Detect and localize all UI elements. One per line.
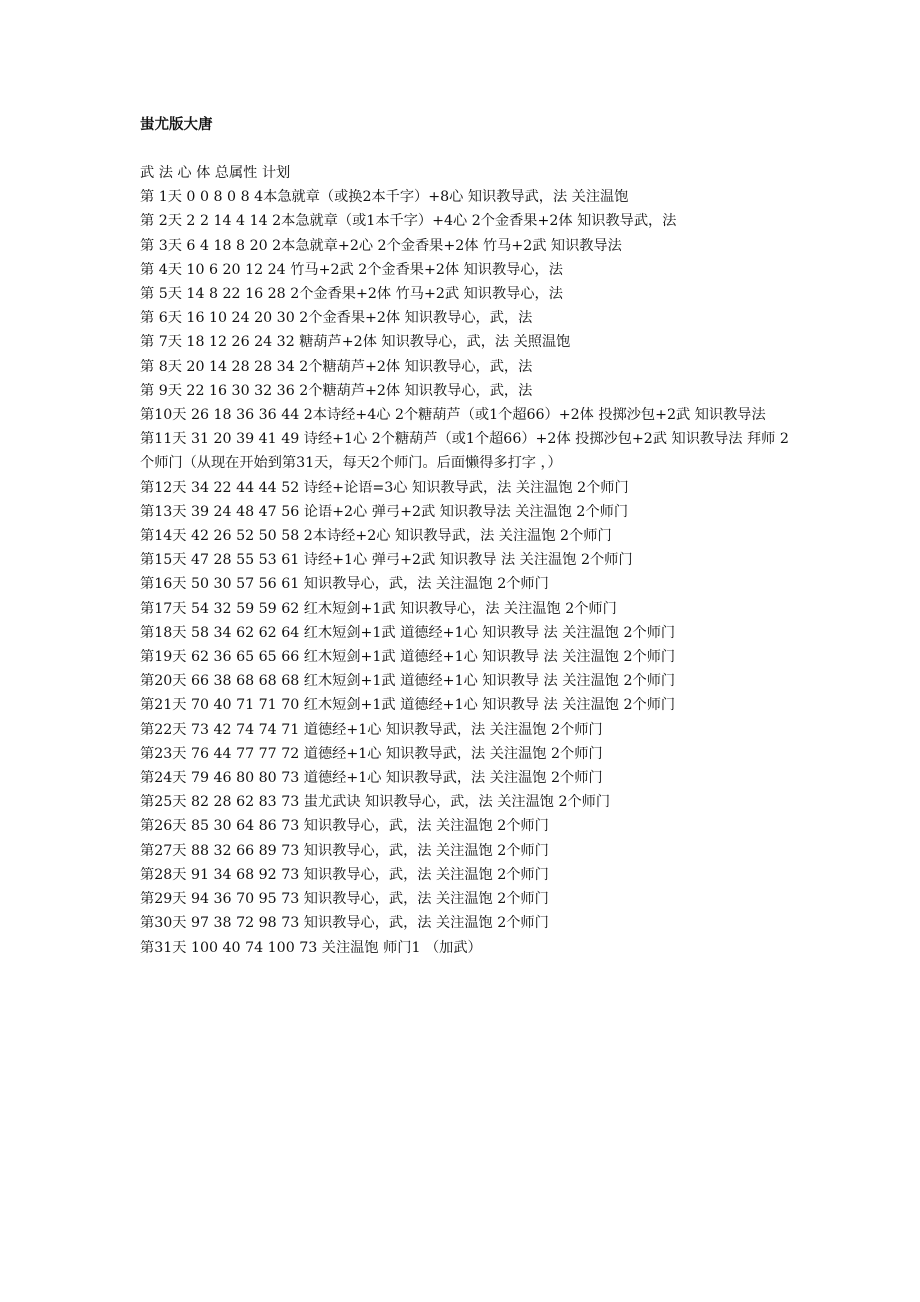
plan-line-day-4: 第 4天 10 6 20 12 24 竹马+2武 2个金香果+2体 知识教导心，法	[140, 261, 563, 278]
plan-line-day-26: 第26天 85 30 64 86 73 知识教导心，武，法 关注温饱 2个师门	[140, 818, 549, 835]
plan-line-day-8: 第 8天 20 14 28 28 34 2个糖葫芦+2体 知识教导心，武，法	[140, 358, 533, 375]
plan-line-day-18: 第18天 58 34 62 62 64 红木短剑+1武 道德经+1心 知识教导 法 关注温饱 2个师门	[140, 624, 676, 641]
plan-line-day-15: 第15天 47 28 55 53 61 诗经+1心 弹弓+2武 知识教导 法 关注温饱 2个师门	[140, 552, 633, 569]
plan-line-day-7: 第 7天 18 12 26 24 32 糖葫芦+2体 知识教导心，武，法 关照温饱	[140, 334, 571, 351]
plan-line-day-11: 第11天 31 20 39 41 49 诗经+1心 2个糖葫芦（或1个超66）+2体 投掷沙包+2武 知识教导法 拜师 2个师门（从现在开始到第31天，每天2个师门。后面懒得多打字 ，）	[140, 431, 789, 472]
plan-line-day-21: 第21天 70 40 71 71 70 红木短剑+1武 道德经+1心 知识教导 法 关注温饱 2个师门	[140, 697, 676, 714]
plan-line-day-30: 第30天 97 38 72 98 73 知识教导心，武，法 关注温饱 2个师门	[140, 915, 549, 932]
document-title: 蚩尤版大唐	[140, 117, 213, 133]
plan-line-day-23: 第23天 76 44 77 77 72 道德经+1心 知识教导武，法 关注温饱 2个师门	[140, 745, 603, 762]
document-page	[140, 113, 800, 960]
plan-line-day-1: 第 1天 0 0 8 0 8 4本急就章（或换2本千字）+8心 知识教导武，法 关注温饱	[140, 189, 629, 206]
plan-line-day-16: 第16天 50 30 57 56 61 知识教导心，武，法 关注温饱 2个师门	[140, 576, 549, 593]
plan-line-day-28: 第28天 91 34 68 92 73 知识教导心，武，法 关注温饱 2个师门	[140, 866, 549, 883]
plan-line-day-27: 第27天 88 32 66 89 73 知识教导心，武，法 关注温饱 2个师门	[140, 842, 549, 859]
plan-line-day-13: 第13天 39 24 48 47 56 论语+2心 弹弓+2武 知识教导法 关注温饱 2个师门	[140, 503, 629, 520]
plan-line-day-17: 第17天 54 32 59 59 62 红木短剑+1武 知识教导心，法 关注温饱 2个师门	[140, 600, 617, 617]
plan-line-day-10: 第10天 26 18 36 36 44 2本诗经+4心 2个糖葫芦（或1个超66）+2体 投掷沙包+2武 知识教导法	[140, 407, 766, 424]
plan-line-day-14: 第14天 42 26 52 50 58 2本诗经+2心 知识教导武，法 关注温饱 2个师门	[140, 528, 612, 545]
plan-line-day-20: 第20天 66 38 68 68 68 红木短剑+1武 道德经+1心 知识教导 法 关注温饱 2个师门	[140, 673, 676, 690]
plan-line-day-24: 第24天 79 46 80 80 73 道德经+1心 知识教导武，法 关注温饱 2个师门	[140, 770, 603, 787]
plan-line-day-3: 第 3天 6 4 18 8 20 2本急就章+2心 2个金香果+2体 竹马+2武 知识教导法	[140, 237, 622, 254]
plan-line-day-2: 第 2天 2 2 14 4 14 2本急就章（或1本千字）+4心 2个金香果+2体 知识教导武，法	[140, 213, 677, 230]
plan-line-day-31: 第31天 100 40 74 100 73 关注温饱 师门1 （加武）	[140, 939, 482, 956]
table-header: 武 法 心 体 总属性 计划	[140, 165, 291, 181]
plan-line-day-9: 第 9天 22 16 30 32 36 2个糖葫芦+2体 知识教导心，武，法	[140, 382, 533, 399]
plan-line-day-6: 第 6天 16 10 24 20 30 2个金香果+2体 知识教导心，武，法	[140, 310, 533, 327]
plan-line-day-12: 第12天 34 22 44 44 52 诗经+论语=3心 知识教导武，法 关注温饱 2个师门	[140, 479, 629, 496]
plan-line-day-19: 第19天 62 36 65 65 66 红木短剑+1武 道德经+1心 知识教导 法 关注温饱 2个师门	[140, 649, 676, 666]
plan-line-day-22: 第22天 73 42 74 74 71 道德经+1心 知识教导武，法 关注温饱 2个师门	[140, 721, 603, 738]
plan-line-day-25: 第25天 82 28 62 83 73 蚩尤武诀 知识教导心，武，法 关注温饱 2个师门	[140, 794, 611, 811]
plan-line-day-5: 第 5天 14 8 22 16 28 2个金香果+2体 竹马+2武 知识教导心，法	[140, 286, 563, 303]
plan-line-day-29: 第29天 94 36 70 95 73 知识教导心，武，法 关注温饱 2个师门	[140, 891, 549, 908]
